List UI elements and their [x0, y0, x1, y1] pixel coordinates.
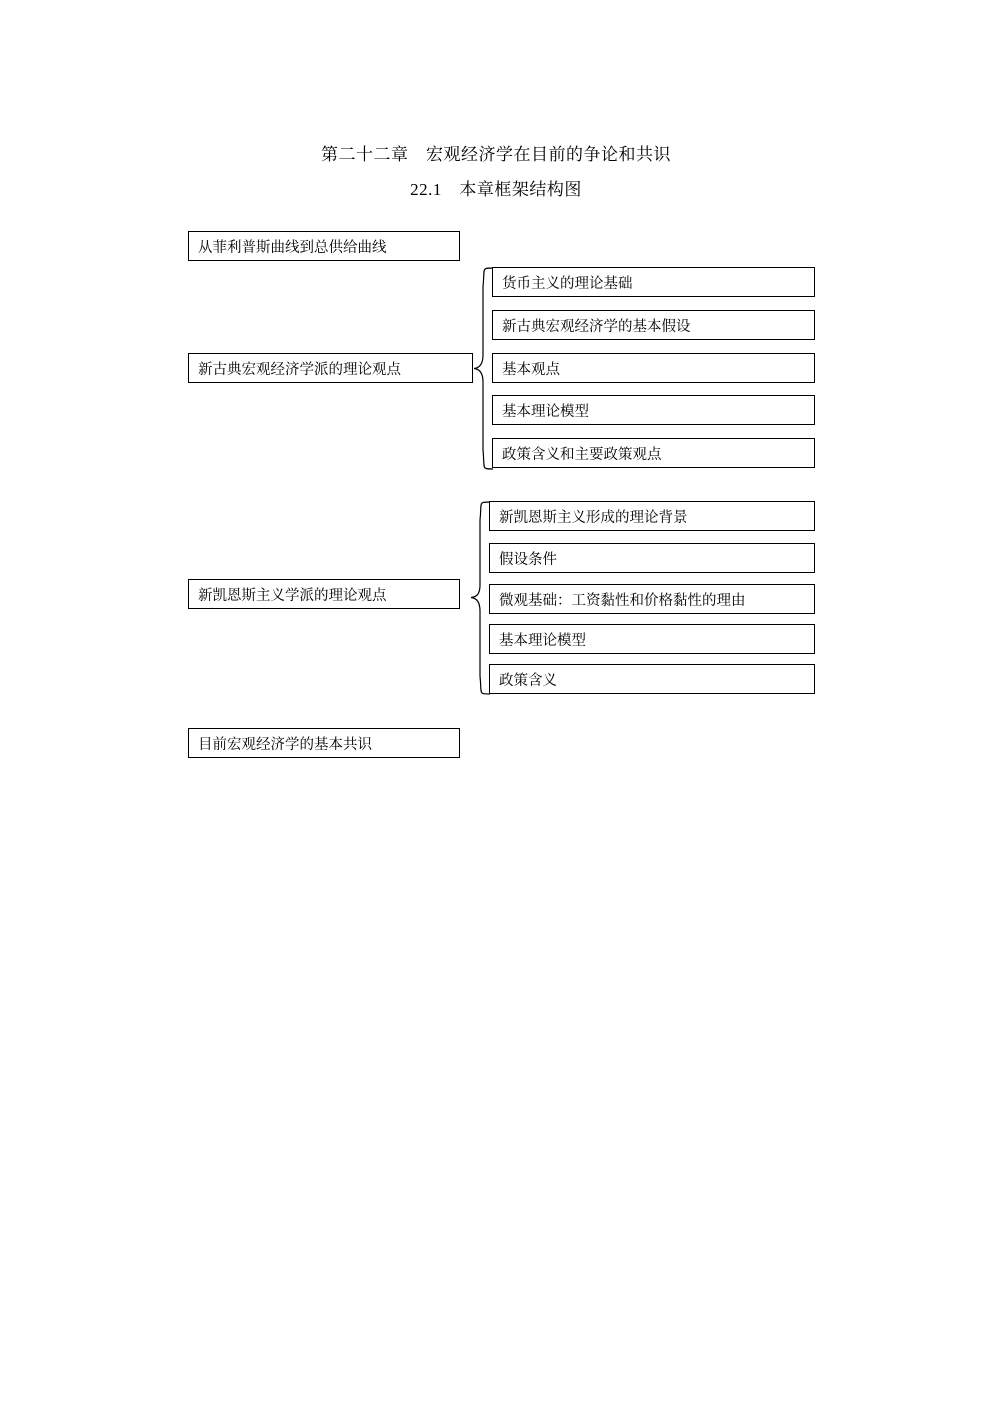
diagram-leaf-basic-theory-model-1: 基本理论模型	[492, 395, 815, 425]
diagram-leaf-basic-views: 基本观点	[492, 353, 815, 383]
diagram-leaf-micro-foundation: 微观基础：工资黏性和价格黏性的理由	[489, 584, 815, 614]
section-title: 22.1 本章框架结构图	[410, 180, 582, 199]
diagram-leaf-basic-theory-model-2: 基本理论模型	[489, 624, 815, 654]
diagram-leaf-monetarism-theory-basis: 货币主义的理论基础	[492, 267, 815, 297]
diagram-node-new-keynesian-school: 新凯恩斯主义学派的理论观点	[188, 579, 460, 609]
diagram-leaf-new-classical-assumptions: 新古典宏观经济学的基本假设	[492, 310, 815, 340]
diagram-leaf-new-keynesian-background: 新凯恩斯主义形成的理论背景	[489, 501, 815, 531]
diagram-node-current-consensus: 目前宏观经济学的基本共识	[188, 728, 460, 758]
diagram-node-from-phillips-curve: 从菲利普斯曲线到总供给曲线	[188, 231, 460, 261]
diagram-node-new-classical-school: 新古典宏观经济学派的理论观点	[188, 353, 473, 383]
diagram-leaf-assumptions: 假设条件	[489, 543, 815, 573]
diagram-leaf-policy-implications: 政策含义	[489, 664, 815, 694]
diagram-leaf-policy-implications-main: 政策含义和主要政策观点	[492, 438, 815, 468]
chapter-title: 第二十二章 宏观经济学在目前的争论和共识	[321, 145, 671, 164]
